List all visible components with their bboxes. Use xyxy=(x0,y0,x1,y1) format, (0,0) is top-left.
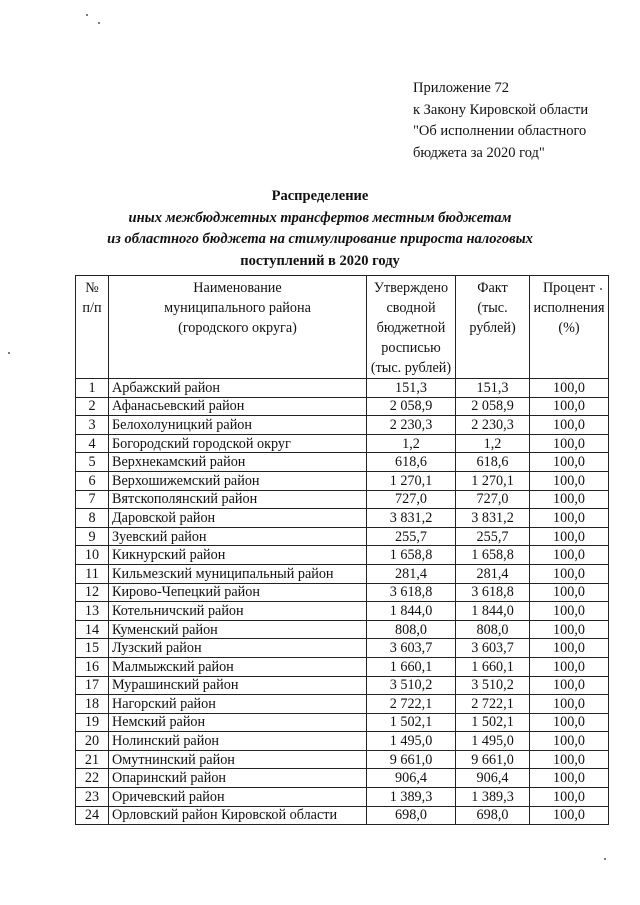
table-row xyxy=(76,806,609,825)
header-text: (%) xyxy=(558,320,580,336)
cell-num: 18 xyxy=(76,695,109,714)
cell-name: Котельничский район xyxy=(109,602,367,621)
cell-plan: 3 510,2 xyxy=(367,676,456,695)
cell-num: 17 xyxy=(76,676,109,695)
cell-num: 7 xyxy=(76,490,109,509)
cell-plan: 1 502,1 xyxy=(367,713,456,732)
table-row xyxy=(76,509,609,528)
header-text: сводной xyxy=(386,300,436,316)
header-text: бюджетной xyxy=(376,320,446,336)
cell-pct: 100,0 xyxy=(530,750,609,769)
cell-name: Богородский городской округ xyxy=(109,434,367,453)
cell-num: 2 xyxy=(76,397,109,416)
cell-pct: 100,0 xyxy=(530,769,609,788)
cell-fact: 1 502,1 xyxy=(456,713,530,732)
cell-fact: 3 603,7 xyxy=(456,639,530,658)
cell-pct: 100,0 xyxy=(530,676,609,695)
cell-name: Нолинский район xyxy=(109,732,367,751)
cell-plan: 2 722,1 xyxy=(367,695,456,714)
cell-plan: 1 495,0 xyxy=(367,732,456,751)
cell-plan: 3 603,7 xyxy=(367,639,456,658)
cell-fact: 2 058,9 xyxy=(456,397,530,416)
cell-num: 5 xyxy=(76,453,109,472)
cell-num: 16 xyxy=(76,657,109,676)
cell-plan: 3 618,8 xyxy=(367,583,456,602)
cell-fact: 3 831,2 xyxy=(456,509,530,528)
header-fact xyxy=(456,276,530,379)
cell-plan: 2 230,3 xyxy=(367,416,456,435)
cell-fact: 3 510,2 xyxy=(456,676,530,695)
table-row xyxy=(76,639,609,658)
cell-name: Лузский район xyxy=(109,639,367,658)
cell-num: 8 xyxy=(76,509,109,528)
cell-name: Белохолуницкий район xyxy=(109,416,367,435)
header-num xyxy=(76,276,109,379)
cell-fact: 255,7 xyxy=(456,527,530,546)
cell-fact: 281,4 xyxy=(456,564,530,583)
appendix-line: бюджета за 2020 год" xyxy=(413,144,545,161)
cell-name: Даровской район xyxy=(109,509,367,528)
cell-num: 19 xyxy=(76,713,109,732)
cell-num: 4 xyxy=(76,434,109,453)
cell-num: 23 xyxy=(76,788,109,807)
header-text: Процент xyxy=(542,280,596,296)
cell-plan: 1 844,0 xyxy=(367,602,456,621)
cell-pct: 100,0 xyxy=(530,490,609,509)
cell-num: 21 xyxy=(76,750,109,769)
header-text: Утверждено xyxy=(373,280,449,296)
cell-pct: 100,0 xyxy=(530,564,609,583)
cell-name: Кикнурский район xyxy=(109,546,367,565)
cell-plan: 1 658,8 xyxy=(367,546,456,565)
table-row xyxy=(76,434,609,453)
cell-name: Оричевский район xyxy=(109,788,367,807)
cell-fact: 1 844,0 xyxy=(456,602,530,621)
scan-speck xyxy=(98,22,100,24)
cell-pct: 100,0 xyxy=(530,657,609,676)
title-line: Распределение xyxy=(271,188,369,204)
table-row xyxy=(76,546,609,565)
cell-plan: 151,3 xyxy=(367,379,456,398)
header-text: (городского округа) xyxy=(178,320,297,336)
cell-name: Орловский район Кировской области xyxy=(109,806,367,825)
document-title xyxy=(0,186,640,272)
table-row xyxy=(76,695,609,714)
cell-pct: 100,0 xyxy=(530,546,609,565)
table-row xyxy=(76,676,609,695)
header-text: рублей) xyxy=(469,320,516,336)
table-row xyxy=(76,750,609,769)
header-plan xyxy=(367,276,456,379)
header-text: Факт xyxy=(477,280,508,296)
cell-fact: 906,4 xyxy=(456,769,530,788)
appendix-line: Приложение 72 xyxy=(413,80,509,96)
cell-plan: 618,6 xyxy=(367,453,456,472)
cell-name: Нагорский район xyxy=(109,695,367,714)
cell-name: Опаринский район xyxy=(109,769,367,788)
cell-plan: 1,2 xyxy=(367,434,456,453)
cell-fact: 808,0 xyxy=(456,620,530,639)
cell-pct: 100,0 xyxy=(530,453,609,472)
cell-plan: 281,4 xyxy=(367,564,456,583)
cell-pct: 100,0 xyxy=(530,434,609,453)
cell-pct: 100,0 xyxy=(530,639,609,658)
cell-plan: 3 831,2 xyxy=(367,509,456,528)
scan-speck xyxy=(600,288,602,290)
header-text: № xyxy=(85,280,99,296)
scan-speck xyxy=(8,352,10,354)
cell-fact: 698,0 xyxy=(456,806,530,825)
cell-name: Зуевский район xyxy=(109,527,367,546)
cell-name: Кирово-Чепецкий район xyxy=(109,583,367,602)
cell-pct: 100,0 xyxy=(530,732,609,751)
table-row xyxy=(76,379,609,398)
cell-plan: 1 389,3 xyxy=(367,788,456,807)
cell-pct: 100,0 xyxy=(530,471,609,490)
cell-plan: 906,4 xyxy=(367,769,456,788)
cell-pct: 100,0 xyxy=(530,416,609,435)
cell-fact: 618,6 xyxy=(456,453,530,472)
header-text: Наименование xyxy=(193,280,282,296)
cell-plan: 1 270,1 xyxy=(367,471,456,490)
appendix-note xyxy=(413,78,588,164)
cell-fact: 1 270,1 xyxy=(456,471,530,490)
cell-name: Омутнинский район xyxy=(109,750,367,769)
cell-fact: 727,0 xyxy=(456,490,530,509)
table-row xyxy=(76,453,609,472)
cell-fact: 2 722,1 xyxy=(456,695,530,714)
cell-num: 24 xyxy=(76,806,109,825)
header-pct xyxy=(530,276,609,379)
table-row xyxy=(76,732,609,751)
table-row xyxy=(76,527,609,546)
cell-fact: 2 230,3 xyxy=(456,416,530,435)
cell-name: Вятскополянский район xyxy=(109,490,367,509)
table-row xyxy=(76,416,609,435)
cell-pct: 100,0 xyxy=(530,788,609,807)
cell-num: 6 xyxy=(76,471,109,490)
cell-pct: 100,0 xyxy=(530,695,609,714)
cell-fact: 151,3 xyxy=(456,379,530,398)
scan-speck xyxy=(604,858,606,860)
cell-pct: 100,0 xyxy=(530,620,609,639)
cell-name: Куменский район xyxy=(109,620,367,639)
cell-num: 15 xyxy=(76,639,109,658)
table-row xyxy=(76,769,609,788)
table-row xyxy=(76,397,609,416)
header-name xyxy=(109,276,367,379)
cell-num: 13 xyxy=(76,602,109,621)
header-text: (тыс. рублей) xyxy=(370,360,452,376)
title-line: поступлений в 2020 году xyxy=(240,252,400,269)
cell-name: Кильмезский муниципальный район xyxy=(109,564,367,583)
cell-num: 9 xyxy=(76,527,109,546)
cell-plan: 9 661,0 xyxy=(367,750,456,769)
table-row xyxy=(76,788,609,807)
cell-num: 14 xyxy=(76,620,109,639)
cell-name: Немский район xyxy=(109,713,367,732)
cell-pct: 100,0 xyxy=(530,379,609,398)
cell-num: 3 xyxy=(76,416,109,435)
title-line: иных межбюджетных трансфертов местным бюджетам xyxy=(128,209,512,226)
cell-name: Арбажский район xyxy=(109,379,367,398)
table-row xyxy=(76,657,609,676)
cell-pct: 100,0 xyxy=(530,397,609,416)
cell-fact: 1 660,1 xyxy=(456,657,530,676)
header-text: исполнения xyxy=(533,300,605,316)
cell-num: 10 xyxy=(76,546,109,565)
cell-plan: 1 660,1 xyxy=(367,657,456,676)
cell-fact: 1 658,8 xyxy=(456,546,530,565)
cell-fact: 3 618,8 xyxy=(456,583,530,602)
cell-plan: 698,0 xyxy=(367,806,456,825)
cell-pct: 100,0 xyxy=(530,583,609,602)
cell-name: Малмыжский район xyxy=(109,657,367,676)
cell-fact: 9 661,0 xyxy=(456,750,530,769)
cell-name: Афанасьевский район xyxy=(109,397,367,416)
table-row xyxy=(76,564,609,583)
table-row xyxy=(76,583,609,602)
cell-num: 11 xyxy=(76,564,109,583)
header-text: муниципального района xyxy=(164,300,311,316)
cell-pct: 100,0 xyxy=(530,806,609,825)
cell-pct: 100,0 xyxy=(530,527,609,546)
appendix-line: к Закону Кировской области xyxy=(413,101,589,118)
cell-pct: 100,0 xyxy=(530,713,609,732)
cell-fact: 1 389,3 xyxy=(456,788,530,807)
title-line: из областного бюджета на стимулирование прироста налоговых xyxy=(107,231,533,247)
table-row xyxy=(76,471,609,490)
cell-plan: 255,7 xyxy=(367,527,456,546)
cell-num: 1 xyxy=(76,379,109,398)
cell-fact: 1,2 xyxy=(456,434,530,453)
cell-num: 22 xyxy=(76,769,109,788)
table-row xyxy=(76,713,609,732)
scan-speck xyxy=(86,14,88,16)
appendix-line: "Об исполнении областного xyxy=(413,123,587,139)
cell-name: Верхнекамский район xyxy=(109,453,367,472)
table-row xyxy=(76,620,609,639)
table-row xyxy=(76,490,609,509)
distribution-table xyxy=(75,275,609,825)
cell-pct: 100,0 xyxy=(530,509,609,528)
cell-plan: 727,0 xyxy=(367,490,456,509)
cell-fact: 1 495,0 xyxy=(456,732,530,751)
cell-name: Мурашинский район xyxy=(109,676,367,695)
cell-plan: 808,0 xyxy=(367,620,456,639)
header-text: росписью xyxy=(381,340,441,356)
cell-num: 20 xyxy=(76,732,109,751)
cell-pct: 100,0 xyxy=(530,602,609,621)
table-header-row xyxy=(76,276,609,379)
header-text: (тыс. xyxy=(477,300,508,316)
cell-num: 12 xyxy=(76,583,109,602)
header-text: п/п xyxy=(82,300,102,316)
cell-plan: 2 058,9 xyxy=(367,397,456,416)
table-row xyxy=(76,602,609,621)
cell-name: Верхошижемский район xyxy=(109,471,367,490)
